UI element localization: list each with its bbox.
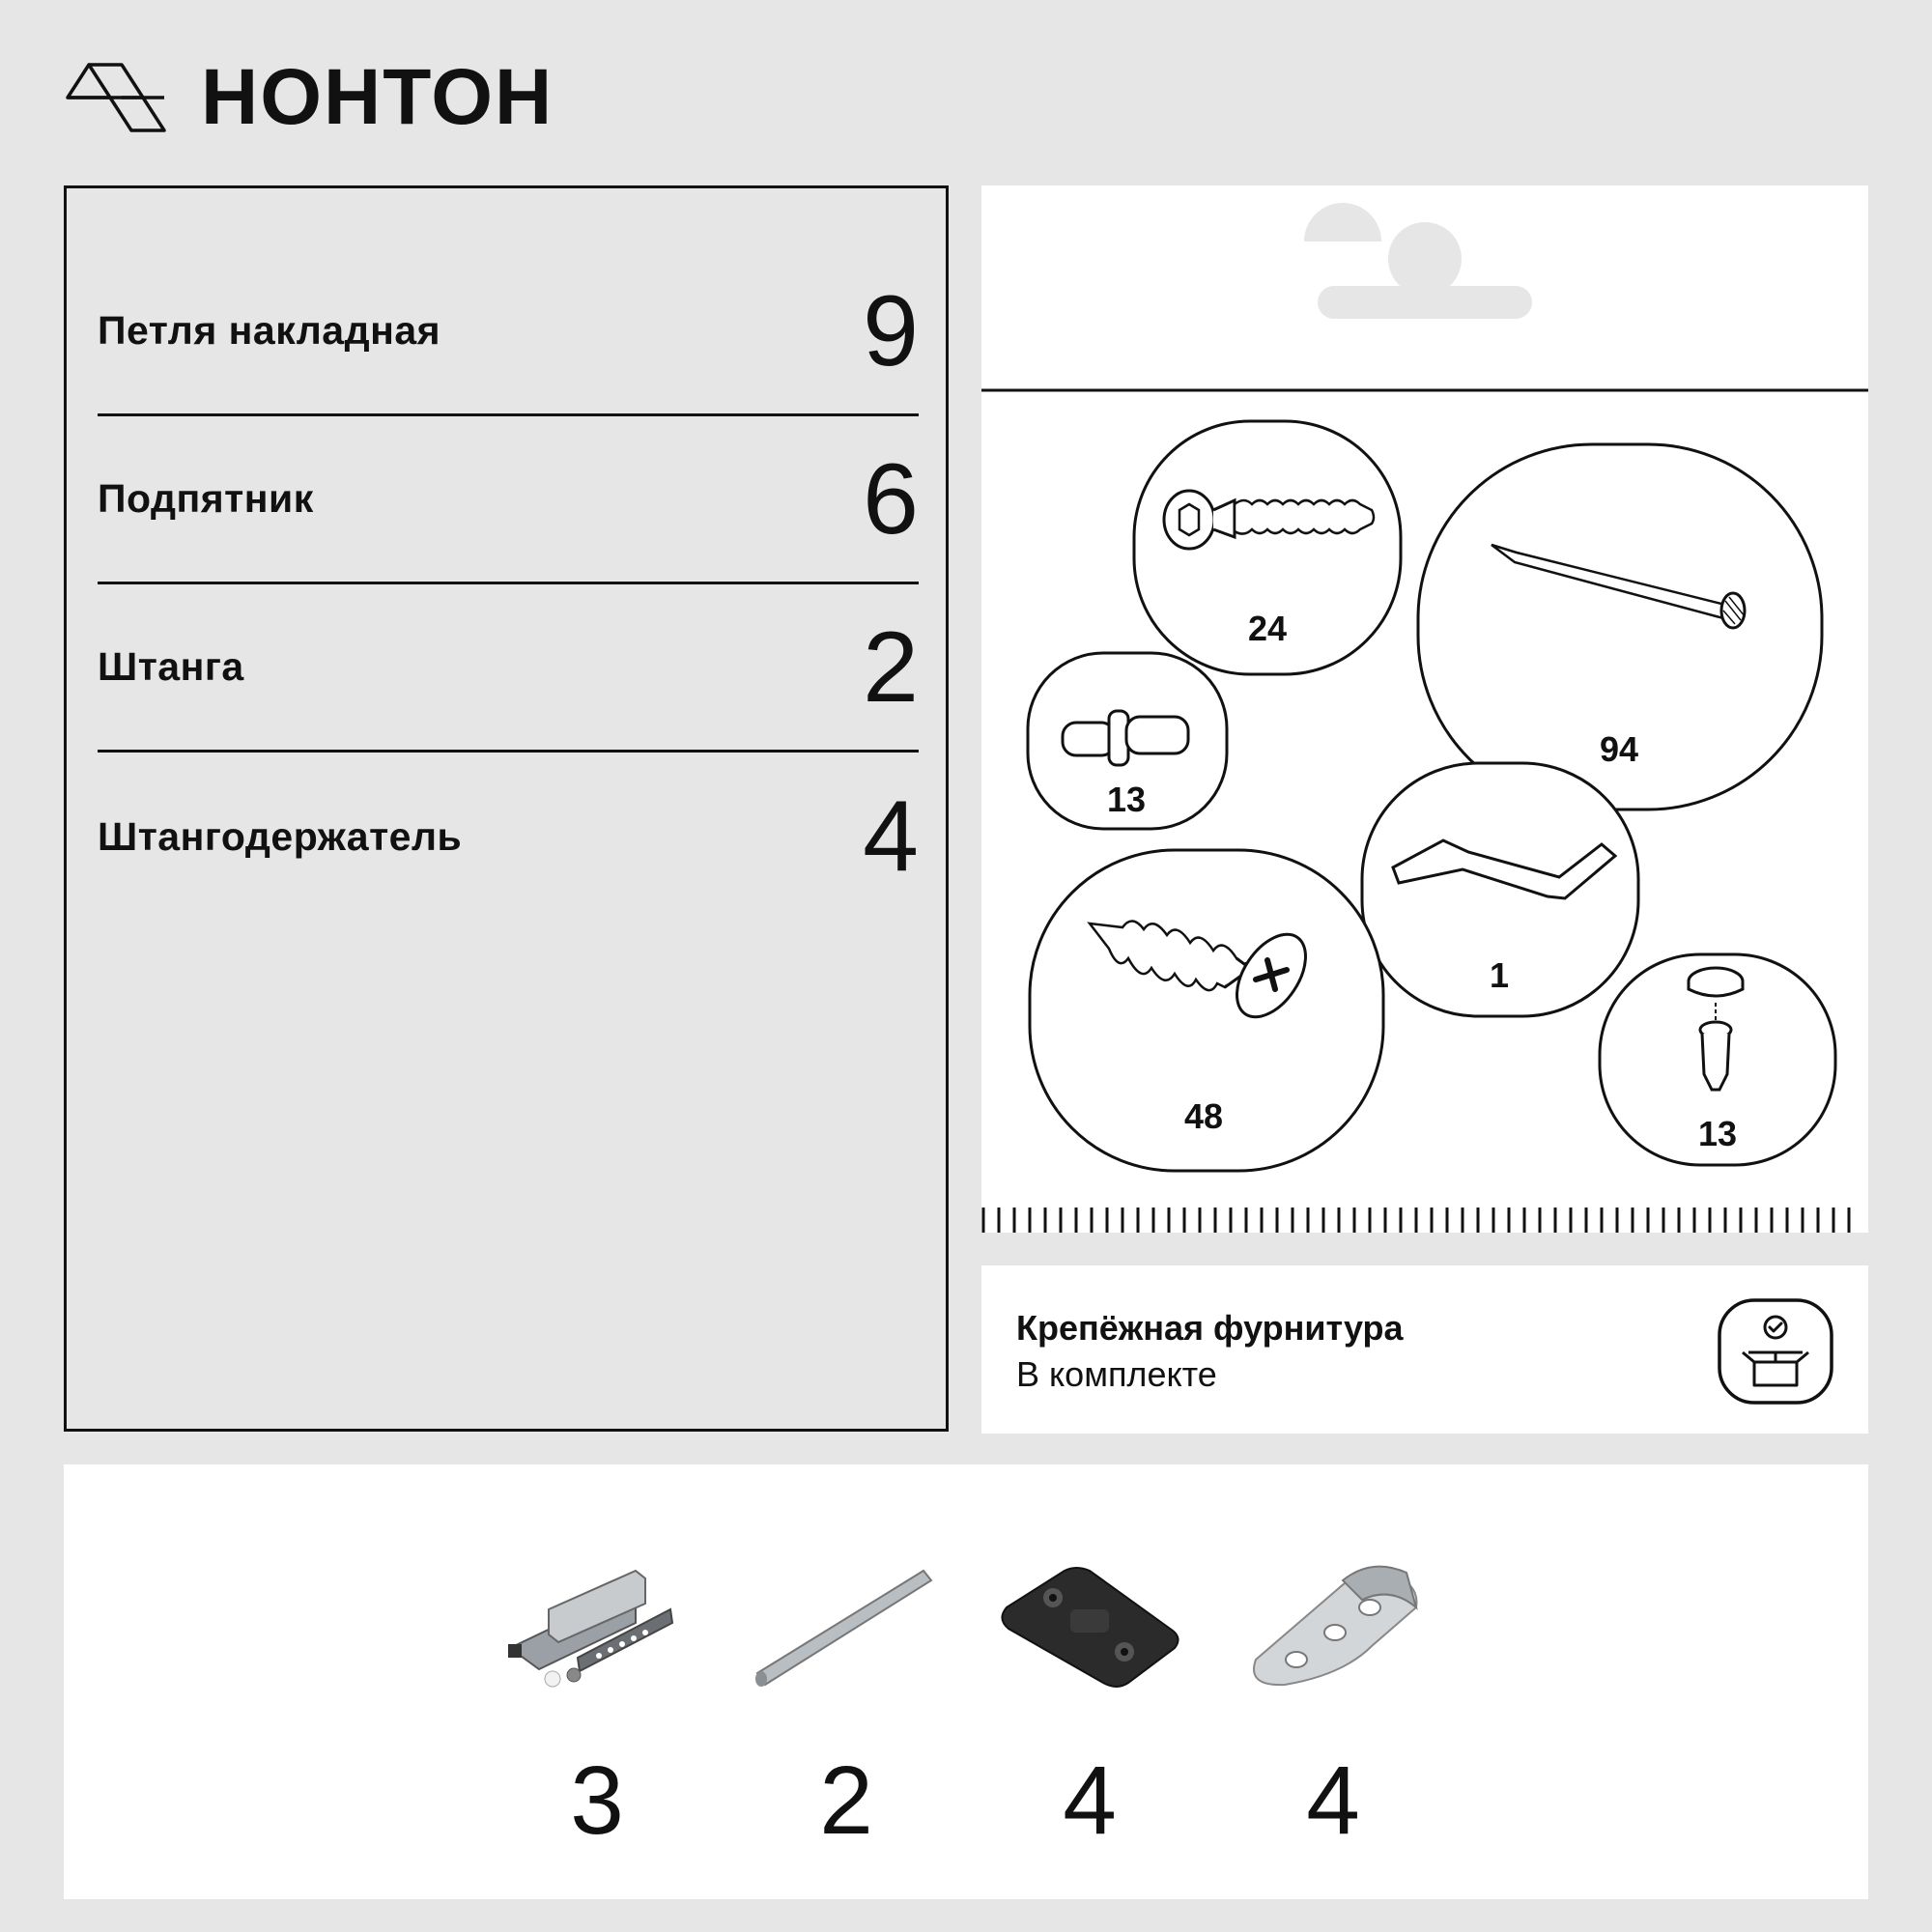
part-qty: 94	[1599, 729, 1639, 769]
wood-screw-icon	[1030, 850, 1383, 1171]
info-title: Крепёжная фурнитура	[1016, 1308, 1404, 1348]
included-products	[64, 1464, 1868, 1899]
item-count: 9	[863, 274, 919, 387]
part-qty: 13	[1697, 1114, 1738, 1153]
perforation-line	[983, 1208, 1849, 1233]
brand-name: НОНТОН	[201, 53, 554, 141]
list-item	[98, 584, 919, 753]
item-count: 4	[863, 781, 919, 893]
info-subtitle: В комплекте	[1016, 1354, 1217, 1394]
item-name: Петля накладная	[98, 308, 441, 353]
item-name: Штангодержатель	[98, 813, 463, 859]
part-qty: 48	[1183, 1096, 1224, 1136]
part-qty: 13	[1106, 780, 1147, 819]
product-rod-holder	[1227, 1464, 1439, 1899]
brand-logo	[64, 53, 554, 141]
list-item	[98, 753, 919, 921]
kit-info-box	[981, 1265, 1868, 1434]
contents-list	[64, 185, 949, 1432]
rod-holder-icon	[1227, 1551, 1439, 1696]
list-item	[98, 416, 919, 584]
nail-icon	[1418, 444, 1822, 810]
shelf-pin-icon	[1028, 653, 1227, 829]
rod-icon	[740, 1551, 952, 1696]
furniture-glide-icon	[983, 1551, 1196, 1696]
product-push-latch	[491, 1464, 703, 1899]
hex-key-icon	[1362, 763, 1638, 1016]
product-qty: 3	[570, 1747, 624, 1855]
product-qty: 2	[819, 1747, 873, 1855]
push-latch-icon	[491, 1551, 703, 1696]
item-name: Штанга	[98, 644, 244, 689]
list-item	[98, 248, 919, 416]
product-glide	[983, 1464, 1196, 1899]
part-qty: 1	[1489, 955, 1510, 995]
box-with-check-icon	[1718, 1298, 1833, 1405]
cam-dowel-icon	[1600, 954, 1835, 1165]
product-qty: 4	[1063, 1747, 1117, 1855]
hang-hole-icon	[1304, 203, 1532, 319]
item-count: 6	[863, 442, 919, 555]
hardware-kit-package	[981, 185, 1868, 1233]
folded-ribbon-logo-icon	[64, 59, 168, 136]
item-count: 2	[863, 611, 919, 724]
product-rod	[740, 1464, 952, 1899]
item-name: Подпятник	[98, 476, 314, 521]
product-qty: 4	[1306, 1747, 1360, 1855]
part-qty: 24	[1247, 609, 1288, 648]
confirmat-screw-icon	[1134, 421, 1401, 674]
